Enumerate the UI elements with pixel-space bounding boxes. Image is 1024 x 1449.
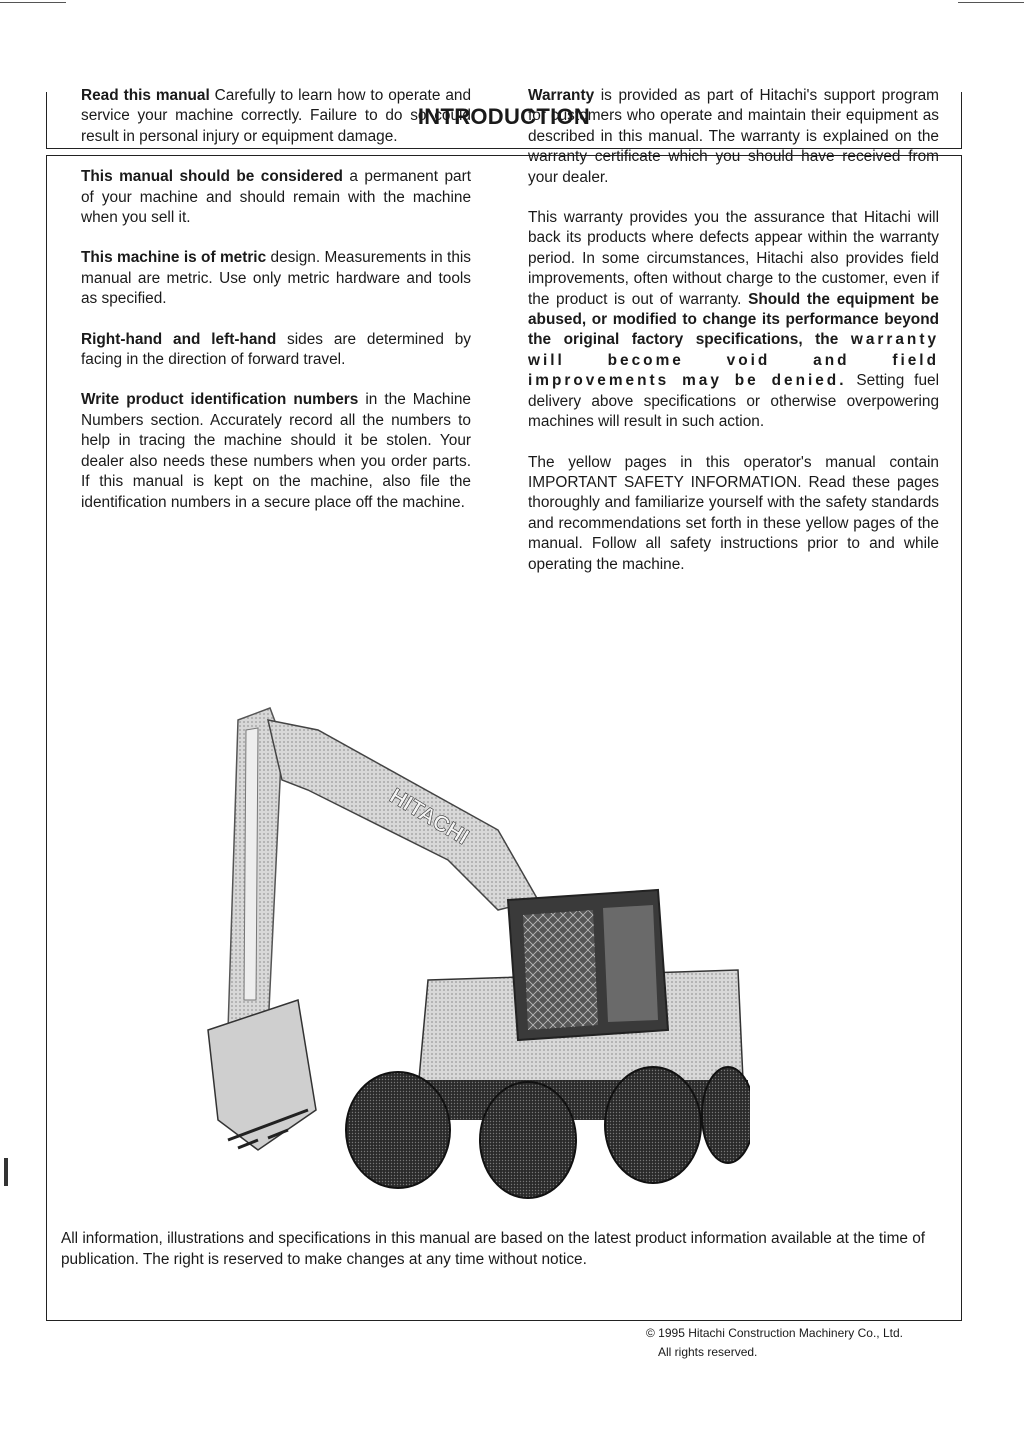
paragraph-permanent-part: This manual should be considered a permanent part of your machine and should remain with the machine when you sell it.: [81, 168, 471, 227]
excavator-boom: [268, 720, 538, 910]
copyright-notice: [646, 1324, 903, 1362]
paragraph-yellow-pages: The yellow pages in this operator's manual contain IMPORTANT SAFETY INFORMATION. Read these pages thoroughly and familiarize yourself with the safety standards and recommendations set forth in these yellow pages of the manual. Follow all safety instructions prior to and while operating the machine.: [528, 453, 939, 573]
footer-disclaimer: All information, illustrations and specifications in this manual are based on the latest product information available at the time of publication. The right is reserved to make changes at any time without notice.: [61, 1230, 926, 1268]
wheel-front-right: [480, 1082, 576, 1198]
copyright-line-1: © 1995 Hitachi Construction Machinery Co., Ltd.: [646, 1326, 903, 1340]
wheel-front-left: [346, 1072, 450, 1188]
wheel-rear-right: [702, 1067, 750, 1163]
paragraph-warranty: Warranty is provided as part of Hitachi's support program for customers who operate and maintain their equipment as described in this manual. The warranty is explained on the warranty certificate which you should have received from your dealer.: [528, 87, 939, 186]
paragraph-metric-design: This machine is of metric design. Measurements in this manual are metric. Use only metric hardware and tools as specified.: [81, 249, 471, 308]
excavator-photo: [198, 700, 750, 1216]
copyright-line-2: All rights reserved.: [658, 1345, 758, 1359]
hitachi-logo-text: HITACHI: [385, 782, 474, 850]
scan-artifact-left-mark: [4, 1158, 8, 1186]
paragraph-warranty-assurance: This warranty provides you the assurance that Hitachi will back its products where defects appear within the warranty period. In some circumstances, Hitachi also provides field improvements, often without charge to the customer, even if the product is out of warranty. Should the equipment be abused, or modified to change its performance beyond the original factory specifications, the warranty will become void and field improvements may be denied. Setting fuel delivery above specifications or otherwise overpowering machines will result in such action.: [528, 209, 939, 431]
paragraph-identification-numbers: Write product identification numbers in the Machine Numbers section. Accurately record all the numbers to help in tracing the machine should it be stolen. Your dealer also needs these numbers when you order parts. If this manual is kept on the machine, also file the identification numbers in a secure place off the machine.: [81, 391, 471, 511]
page-title: INTRODUCTION: [417, 104, 591, 129]
right-column: [528, 86, 939, 595]
scan-artifact-top-right: [958, 2, 1024, 3]
paragraph-read-manual: Read this manual Carefully to learn how to operate and service your machine correctly. Failure to do so could result in personal injury or equipment damage.: [81, 87, 471, 145]
left-column: [81, 86, 471, 533]
paragraph-right-left-hand: Right-hand and left-hand sides are determined by facing in the direction of forward travel.: [81, 330, 471, 369]
wheel-rear-left: [605, 1067, 701, 1183]
scan-artifact-top-left: [0, 2, 66, 3]
